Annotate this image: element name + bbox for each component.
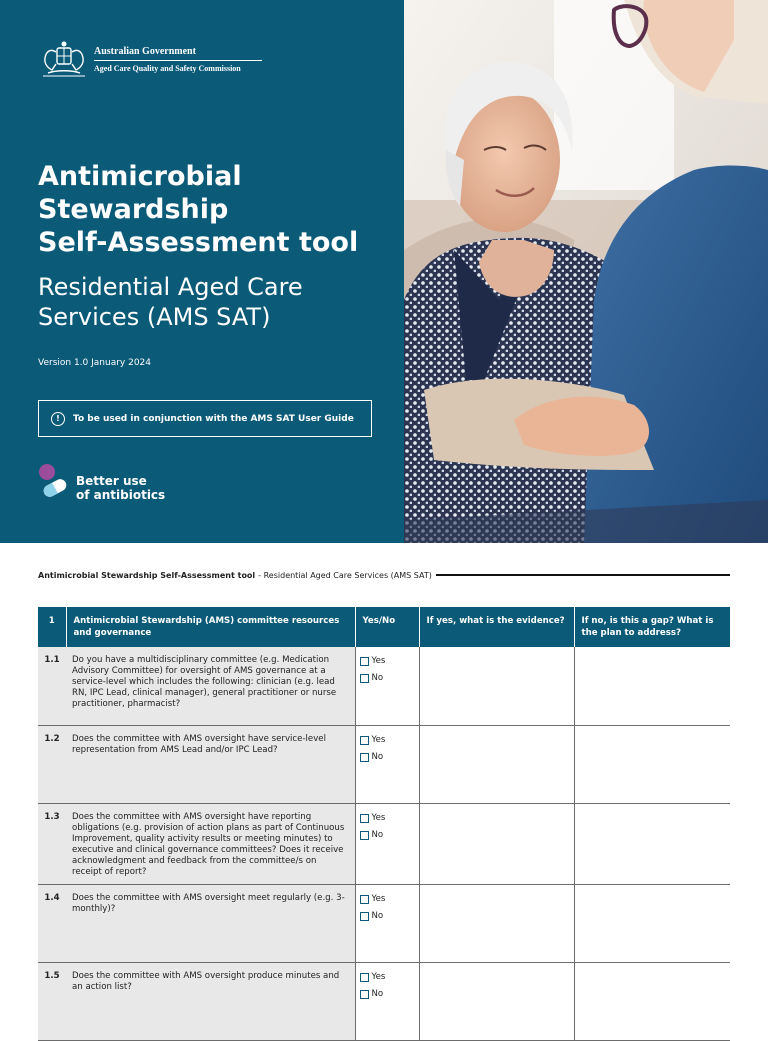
question-number: 1.5 xyxy=(38,962,66,1040)
yes-label: Yes xyxy=(371,656,386,666)
user-guide-notice xyxy=(38,400,372,437)
yes-option[interactable] xyxy=(360,810,415,827)
title-line: Antimicrobial xyxy=(38,161,242,192)
no-label: No xyxy=(371,988,384,999)
document-subtitle xyxy=(38,272,388,332)
yes-no-options xyxy=(355,647,419,725)
running-header-subtitle: - Residential Aged Care Services (AMS SAT) xyxy=(258,570,432,580)
no-label: No xyxy=(371,673,384,683)
checkbox-icon[interactable] xyxy=(360,736,369,745)
government-wordmark xyxy=(94,45,262,74)
question-number: 1.1 xyxy=(38,647,66,725)
gap-plan-field[interactable] xyxy=(574,647,730,725)
section-number-header: 1 xyxy=(38,607,66,647)
question-text: Do you have a multidisciplinary committee (e.g. Medication Advisory Committee) for oversight of AMS governance at a service-level which includes the following: clinician (e.g. lead RN, IPC Lead, clinical manager), general practitioner or nurse practitioner, pharmacist? xyxy=(66,647,355,725)
no-option[interactable] xyxy=(360,908,415,925)
table-header-row xyxy=(38,607,730,647)
question-number: 1.3 xyxy=(38,803,66,884)
assessment-page xyxy=(0,543,768,1024)
no-option[interactable] xyxy=(360,670,415,687)
coat-of-arms-icon xyxy=(40,40,88,78)
yes-no-header: Yes/No xyxy=(355,607,419,647)
yes-no-options xyxy=(355,962,419,1040)
gap-plan-field[interactable] xyxy=(574,725,730,803)
checkbox-icon[interactable] xyxy=(360,753,369,762)
evidence-field[interactable] xyxy=(419,803,574,884)
table-row xyxy=(38,725,730,803)
purple-dot-icon xyxy=(39,464,55,480)
evidence-header: If yes, what is the evidence? xyxy=(419,607,574,647)
running-header-rule xyxy=(436,574,730,576)
yes-label: Yes xyxy=(371,893,386,904)
gap-plan-field[interactable] xyxy=(574,803,730,884)
checkbox-icon[interactable] xyxy=(360,990,369,999)
yes-option[interactable] xyxy=(360,891,415,908)
yes-no-options xyxy=(355,725,419,803)
question-text: Does the committee with AMS oversight meet regularly (e.g. 3-monthly)? xyxy=(66,884,355,962)
checkbox-icon[interactable] xyxy=(360,674,369,683)
cover-photo xyxy=(404,0,768,543)
evidence-field[interactable] xyxy=(419,725,574,803)
title-line: Self-Assessment tool xyxy=(38,227,359,258)
table-row xyxy=(38,962,730,1040)
gap-plan-header: If no, is this a gap? What is the plan to address? xyxy=(574,607,730,647)
assessment-table xyxy=(38,607,730,1041)
title-line: Stewardship xyxy=(38,194,229,225)
question-text: Does the committee with AMS oversight have service-level representation from AMS Lead and/or IPC Lead? xyxy=(66,725,355,803)
evidence-field[interactable] xyxy=(419,962,574,1040)
checkbox-icon[interactable] xyxy=(360,831,369,840)
better-use-wordmark xyxy=(76,474,165,502)
checkbox-icon[interactable] xyxy=(360,895,369,904)
yes-no-options xyxy=(355,803,419,884)
subtitle-line: Services (AMS SAT) xyxy=(38,303,271,331)
evidence-field[interactable] xyxy=(419,647,574,725)
yes-option[interactable] xyxy=(360,653,415,670)
running-header-title: Antimicrobial Stewardship Self-Assessment tool xyxy=(38,570,256,580)
table-row xyxy=(38,803,730,884)
no-label: No xyxy=(371,910,384,921)
question-text: Does the committee with AMS oversight have reporting obligations (e.g. provision of action plans as part of Continuous Improvement, quality activity results or meeting minutes) to executive and clinical governance committees? Does it receive acknowledgment and feedback from the committee/s on receipt of report? xyxy=(66,803,355,884)
yes-no-options xyxy=(355,884,419,962)
version-text: Version 1.0 January 2024 xyxy=(38,358,152,368)
no-option[interactable] xyxy=(360,986,415,1003)
table-row xyxy=(38,647,730,725)
notice-text: To be used in conjunction with the AMS SAT User Guide xyxy=(73,413,354,424)
no-option[interactable] xyxy=(360,749,415,766)
checkbox-icon[interactable] xyxy=(360,814,369,823)
info-alert-icon: ! xyxy=(51,412,65,426)
section-title-header: Antimicrobial Stewardship (AMS) committee resources and governance xyxy=(66,607,355,647)
government-name: Australian Government xyxy=(94,45,196,57)
cover-panel xyxy=(0,0,404,543)
government-divider xyxy=(94,60,262,61)
yes-option[interactable] xyxy=(360,969,415,986)
checkbox-icon[interactable] xyxy=(360,973,369,982)
question-number: 1.4 xyxy=(38,884,66,962)
checkbox-icon[interactable] xyxy=(360,657,369,666)
table-row xyxy=(38,884,730,962)
brand-line: Better use xyxy=(76,474,147,488)
gap-plan-field[interactable] xyxy=(574,884,730,962)
yes-label: Yes xyxy=(371,812,386,823)
subtitle-line: Residential Aged Care xyxy=(38,273,303,301)
yes-option[interactable] xyxy=(360,732,415,749)
question-number: 1.2 xyxy=(38,725,66,803)
no-option[interactable] xyxy=(360,827,415,844)
no-label: No xyxy=(371,751,384,762)
government-logo xyxy=(40,40,262,78)
checkbox-icon[interactable] xyxy=(360,912,369,921)
running-header xyxy=(38,569,730,581)
yes-label: Yes xyxy=(371,734,386,745)
pill-capsule-icon xyxy=(40,479,70,497)
question-text: Does the committee with AMS oversight produce minutes and an action list? xyxy=(66,962,355,1040)
document-title xyxy=(38,160,388,259)
brand-line: of antibiotics xyxy=(76,488,166,502)
agency-name: Aged Care Quality and Safety Commission xyxy=(94,63,241,73)
no-label: No xyxy=(371,829,384,840)
yes-label: Yes xyxy=(371,971,386,982)
better-use-of-antibiotics-logo xyxy=(38,463,198,507)
evidence-field[interactable] xyxy=(419,884,574,962)
gap-plan-field[interactable] xyxy=(574,962,730,1040)
